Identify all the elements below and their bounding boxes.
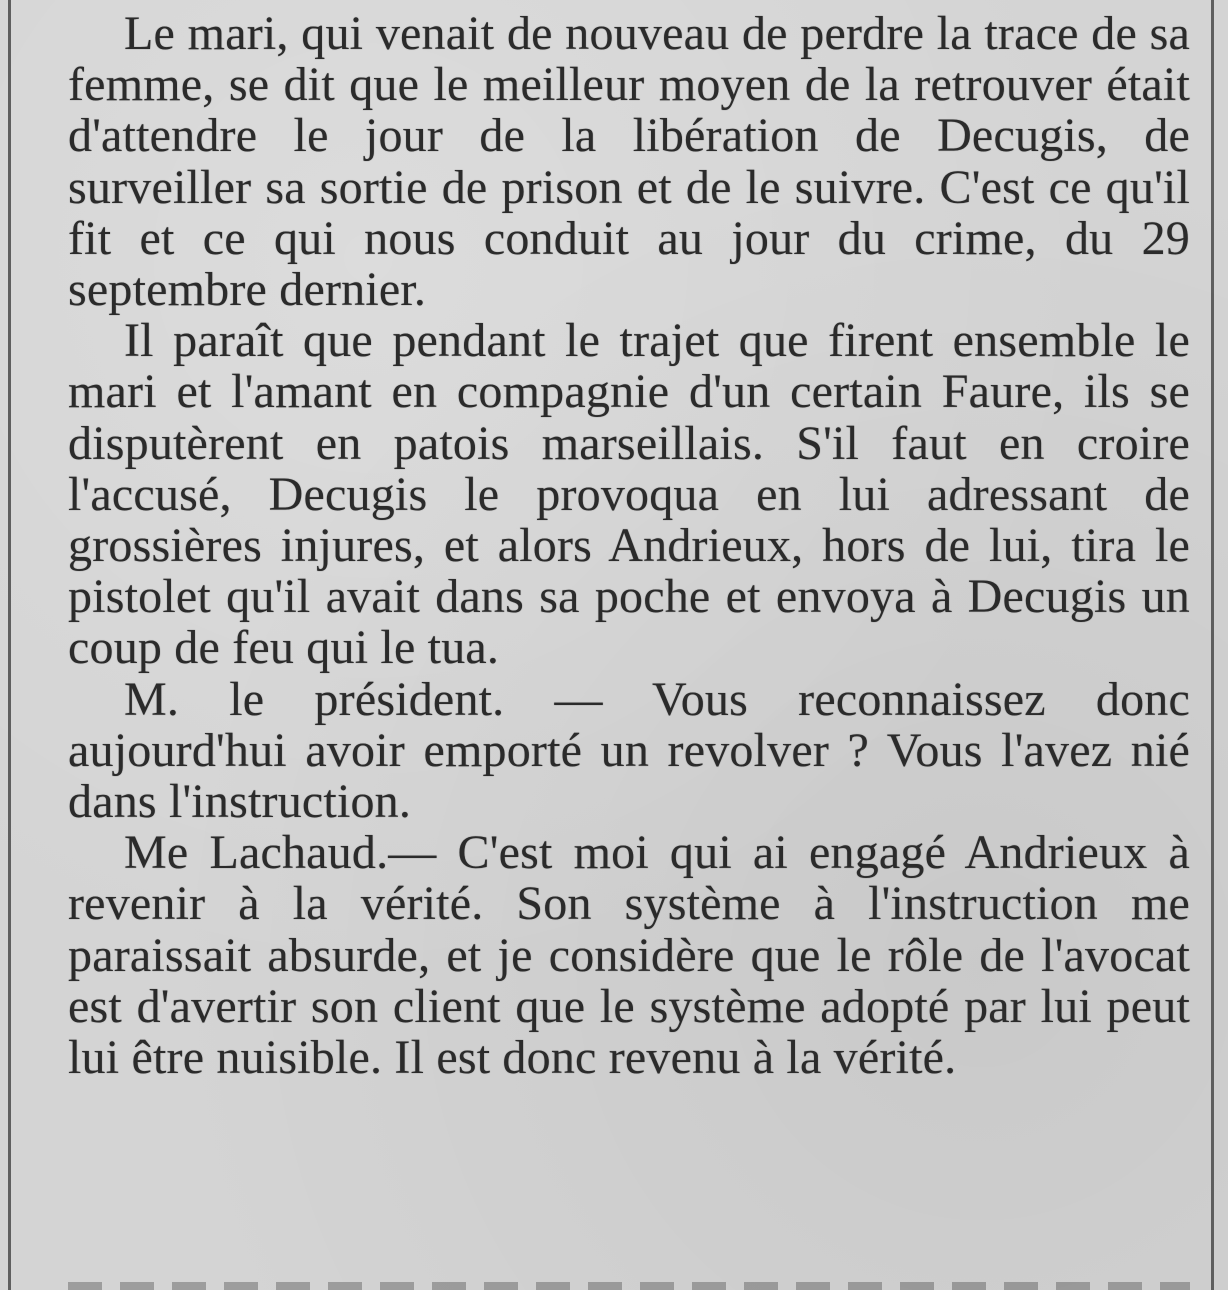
- paragraph-mari: [68, 8, 1190, 315]
- paragraph-text: Il paraît que pendant le trajet que firent ensemble le mari et l'amant en compagnie d'un certain Faure, ils se disputèrent en patois marseillais. S'il faut en croire l'accusé, Decugis le provoqua en lui adressant de grossières injures, et alors Andrieux, hors de lui, tira le pistolet qu'il avait dans sa poche et envoya à Decugis un coup de feu qui le tua.: [68, 314, 1190, 675]
- paragraph-president: [68, 674, 1190, 828]
- paragraph-text: — C'est moi qui ai engagé Andrieux à revenir à la vérité. Son système à l'instruction me paraissait absurde, et je considère que le rôle de l'avocat est d'avertir son client que le système adopté par lui peut lui être nuisible. Il est donc revenu à la vérité.: [68, 826, 1190, 1085]
- column-rule-left: [8, 0, 11, 1290]
- paragraph-text: Le mari, qui venait de nouveau de perdre la trace de sa femme, se dit que le meilleur moyen de la retrouver était d'attendre le jour de la libération de Decugis, de surveiller sa sortie de prison et de le suivre. C'est ce qu'il fit et ce qui nous conduit au jour du crime, du 29 septembre dernier.: [68, 7, 1190, 317]
- paragraph-text: — Vous reconnaissez donc aujourd'hui avoir emporté un revolver ? Vous l'avez nié dans l'instruction.: [68, 672, 1191, 829]
- speaker-name: Me Lachaud.: [124, 826, 389, 880]
- paragraph-trajet: [68, 315, 1190, 673]
- cut-off-text-line: [68, 1270, 1190, 1290]
- speaker-name: M. le président.: [124, 672, 505, 726]
- column-rule-right: [1211, 0, 1214, 1290]
- paragraph-lachaud: [68, 827, 1190, 1083]
- article-column: [68, 8, 1190, 1083]
